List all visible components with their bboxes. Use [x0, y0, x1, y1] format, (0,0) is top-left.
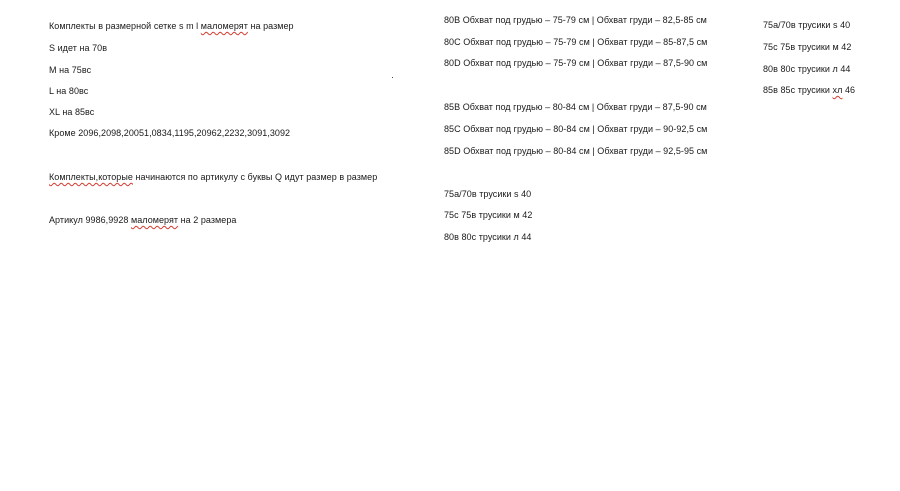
text-line-q-articles	[49, 172, 377, 183]
panties-row-m: 75с 75в трусики м 42	[763, 42, 852, 52]
size-row-85b: 85B Обхват под грудью – 80-84 см | Обхват груди – 87,5-90 см	[444, 102, 707, 112]
spellcheck-underlined-word: Комплекты,которые	[49, 172, 133, 182]
panties-row-l: 80в 80с трусики л 44	[763, 64, 851, 74]
text-segment: Артикул 9986,9928	[49, 215, 131, 225]
text-segment: на 2 размера	[178, 215, 237, 225]
text-line-sizing-note	[49, 21, 294, 32]
spellcheck-underlined-word: маломерят	[200, 21, 248, 31]
text-line-size-l: L на 80вс	[49, 86, 89, 96]
text-segment: 85в 85с трусики	[763, 85, 833, 95]
size-row-80c: 80C Обхват под грудью – 75-79 см | Обхват груди – 85-87,5 см	[444, 37, 708, 47]
panties-row-xl	[763, 85, 855, 96]
text-line-size-m: M на 75вс	[49, 65, 92, 75]
panties-row-l: 80в 80с трусики л 44	[444, 232, 532, 242]
size-row-85c: 85C Обхват под грудью – 80-84 см | Обхват груди – 90-92,5 см	[444, 124, 708, 134]
size-row-80d: 80D Обхват под грудью – 75-79 см | Обхват груди – 87,5-90 см	[444, 58, 708, 68]
spellcheck-underlined-word: хл	[832, 85, 843, 95]
text-segment: на размер	[247, 21, 294, 31]
panties-row-m: 75с 75в трусики м 42	[444, 210, 533, 220]
text-line-size-xl: XL на 85вс	[49, 107, 95, 117]
text-line-exceptions: Кроме 2096,2098,20051,0834,1195,20962,2232,3091,3092	[49, 128, 291, 138]
stray-dot	[392, 77, 393, 78]
size-row-85d: 85D Обхват под грудью – 80-84 см | Обхват груди – 92,5-95 см	[444, 146, 708, 156]
text-segment: начинаются по артикулу с буквы Q идут размер в размер	[132, 172, 378, 182]
size-row-80b: 80B Обхват под грудью – 75-79 см | Обхват груди – 82,5-85 см	[444, 15, 707, 25]
spellcheck-underlined-word: маломерят	[131, 215, 179, 225]
text-line-size-s: S идет на 70в	[49, 43, 108, 53]
text-segment: Комплекты в размерной сетке s m l	[49, 21, 201, 31]
panties-row-s: 75а/70в трусики s 40	[444, 189, 532, 199]
text-segment: 46	[842, 85, 856, 95]
text-line-article-note	[49, 215, 236, 226]
panties-row-s: 75а/70в трусики s 40	[763, 20, 851, 30]
